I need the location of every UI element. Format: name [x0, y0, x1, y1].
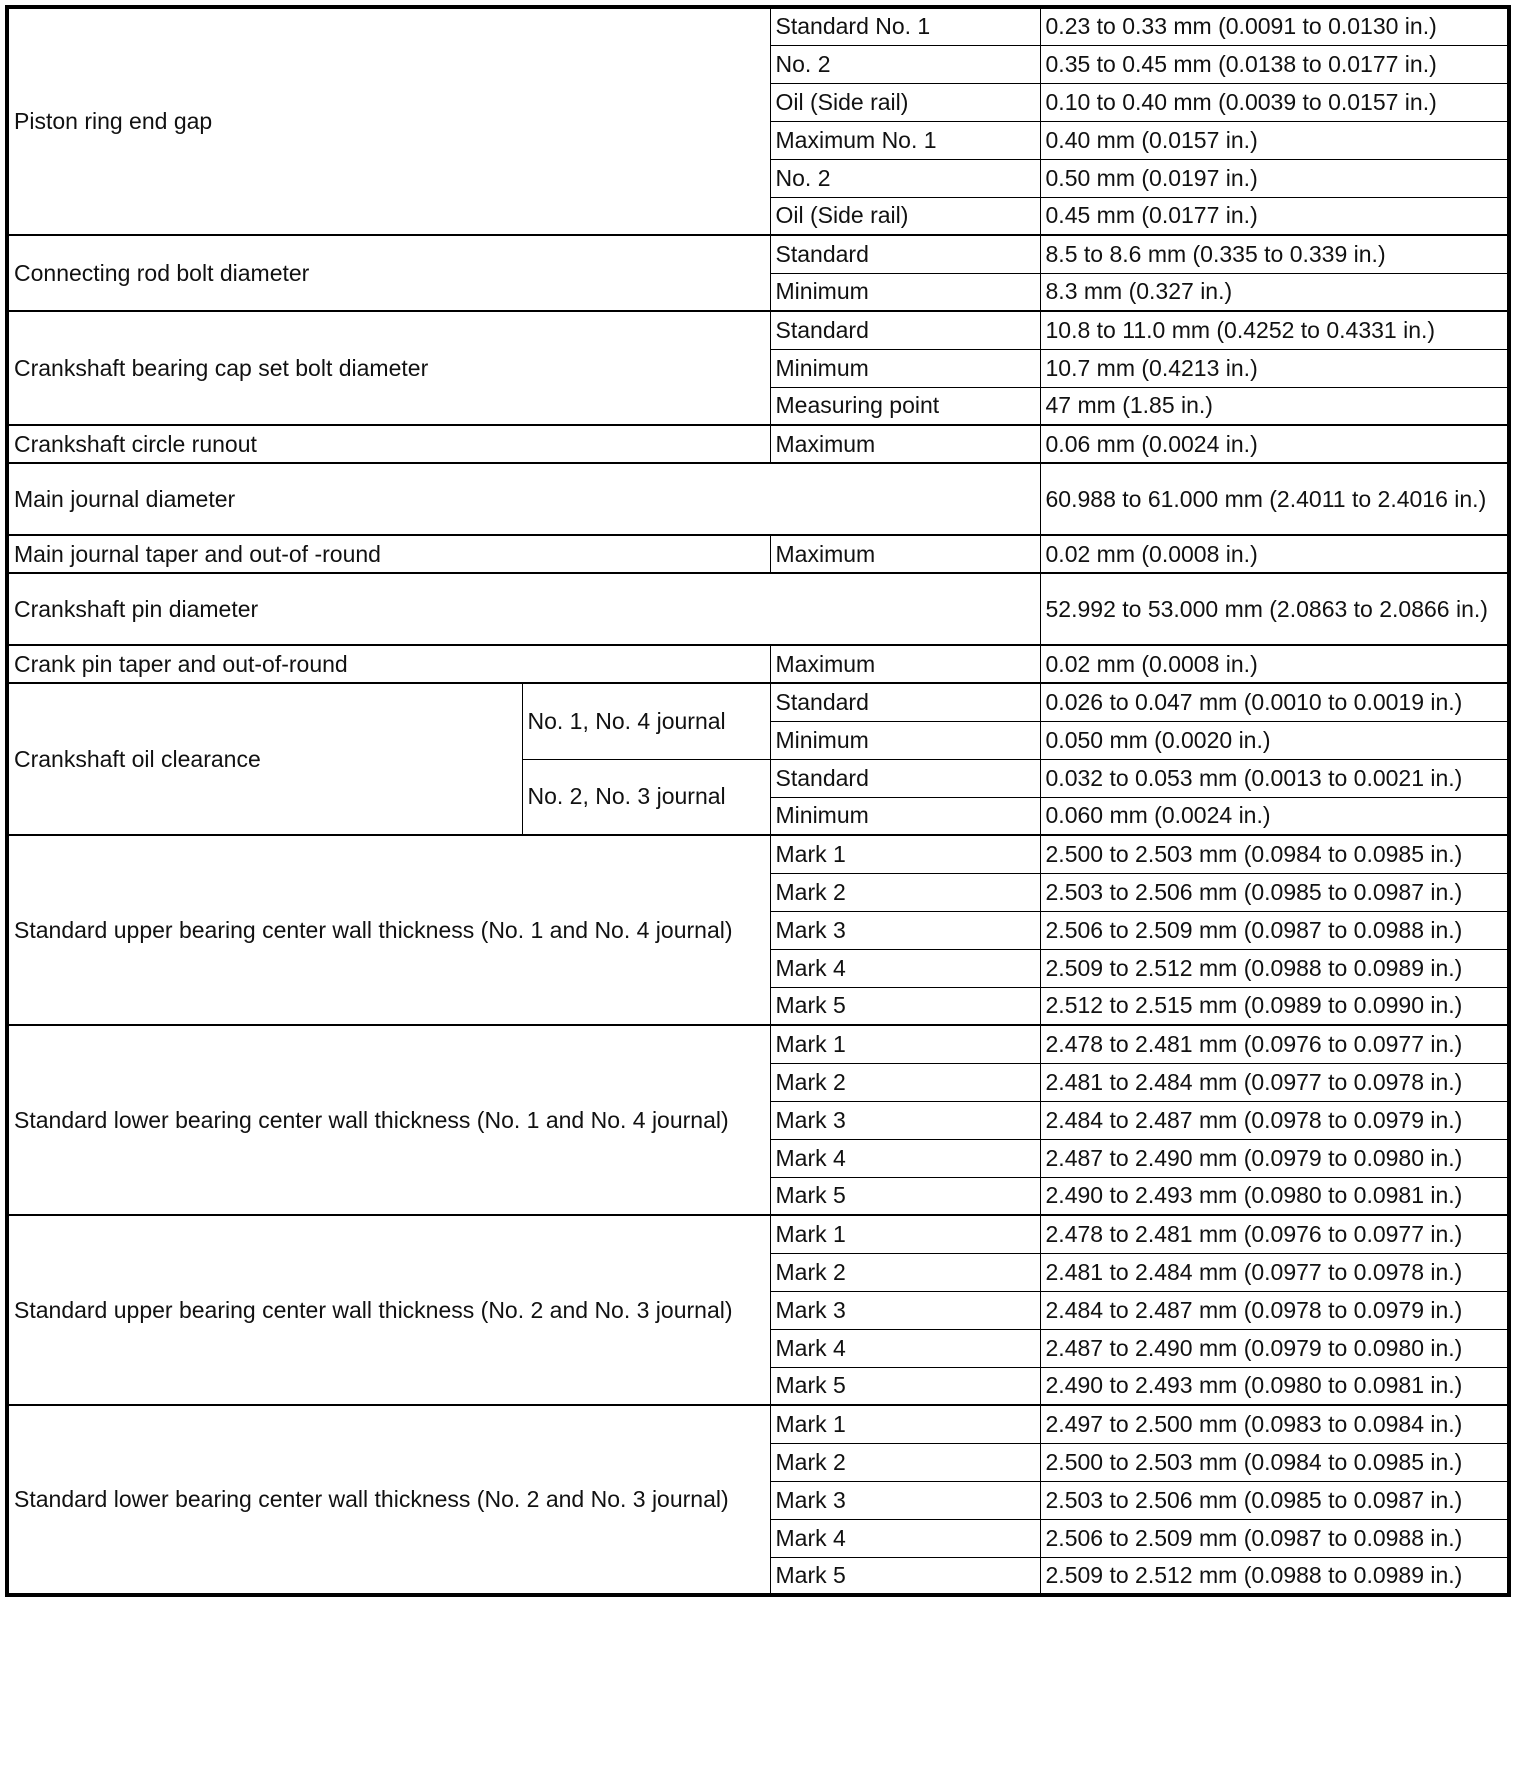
- row-label-oil-clearance: Crankshaft oil clearance: [7, 683, 522, 835]
- spec-value: 0.40 mm (0.0157 in.): [1040, 121, 1509, 159]
- spec-value: 8.5 to 8.6 mm (0.335 to 0.339 in.): [1040, 235, 1509, 273]
- spec-value: 60.988 to 61.000 mm (2.4011 to 2.4016 in.): [1040, 463, 1509, 535]
- spec-value: 2.503 to 2.506 mm (0.0985 to 0.0987 in.): [1040, 1481, 1509, 1519]
- sub-label: Maximum No. 1: [770, 121, 1040, 159]
- table-row: [7, 535, 1509, 573]
- spec-value: 2.484 to 2.487 mm (0.0978 to 0.0979 in.): [1040, 1101, 1509, 1139]
- spec-value: 0.02 mm (0.0008 in.): [1040, 535, 1509, 573]
- spec-value: 10.7 mm (0.4213 in.): [1040, 349, 1509, 387]
- sub-label: Maximum: [770, 425, 1040, 463]
- spec-value: 2.503 to 2.506 mm (0.0985 to 0.0987 in.): [1040, 873, 1509, 911]
- spec-value: 8.3 mm (0.327 in.): [1040, 273, 1509, 311]
- sub-label: Mark 5: [770, 1557, 1040, 1595]
- spec-value: 2.509 to 2.512 mm (0.0988 to 0.0989 in.): [1040, 949, 1509, 987]
- sub-label: Mark 4: [770, 1329, 1040, 1367]
- sub-label: Mark 3: [770, 911, 1040, 949]
- sub-label: Mark 5: [770, 987, 1040, 1025]
- spec-value: 0.026 to 0.047 mm (0.0010 to 0.0019 in.): [1040, 683, 1509, 721]
- sub-label: Standard: [770, 759, 1040, 797]
- sub-label: Standard No. 1: [770, 7, 1040, 45]
- spec-value: 0.35 to 0.45 mm (0.0138 to 0.0177 in.): [1040, 45, 1509, 83]
- spec-value: 2.512 to 2.515 mm (0.0989 to 0.0990 in.): [1040, 987, 1509, 1025]
- table-row: [7, 425, 1509, 463]
- sub-label: Oil (Side rail): [770, 83, 1040, 121]
- spec-value: 2.487 to 2.490 mm (0.0979 to 0.0980 in.): [1040, 1139, 1509, 1177]
- spec-value: 2.478 to 2.481 mm (0.0976 to 0.0977 in.): [1040, 1215, 1509, 1253]
- sub-label: Minimum: [770, 797, 1040, 835]
- row-label-bearing-cap-bolt: Crankshaft bearing cap set bolt diameter: [7, 311, 770, 425]
- spec-value: 10.8 to 11.0 mm (0.4252 to 0.4331 in.): [1040, 311, 1509, 349]
- row-label-crankshaft-pin-diameter: Crankshaft pin diameter: [7, 573, 1040, 645]
- sub-label: Mark 5: [770, 1367, 1040, 1405]
- sub-label: Mark 1: [770, 1405, 1040, 1443]
- table-row: [7, 235, 1509, 273]
- table-row: [7, 683, 1509, 721]
- sub-label: Mark 1: [770, 835, 1040, 873]
- sub-label: Mark 1: [770, 1215, 1040, 1253]
- spec-value: 2.481 to 2.484 mm (0.0977 to 0.0978 in.): [1040, 1063, 1509, 1101]
- spec-value: 0.060 mm (0.0024 in.): [1040, 797, 1509, 835]
- row-label-main-journal-taper: Main journal taper and out-of -round: [7, 535, 770, 573]
- sub-label: Mark 4: [770, 1519, 1040, 1557]
- spec-value: 2.478 to 2.481 mm (0.0976 to 0.0977 in.): [1040, 1025, 1509, 1063]
- spec-value: 0.02 mm (0.0008 in.): [1040, 645, 1509, 683]
- sub-label: Mark 5: [770, 1177, 1040, 1215]
- spec-value: 0.050 mm (0.0020 in.): [1040, 721, 1509, 759]
- row-label-crank-pin-taper: Crank pin taper and out-of-round: [7, 645, 770, 683]
- spec-value: 0.06 mm (0.0024 in.): [1040, 425, 1509, 463]
- spec-value: 0.032 to 0.053 mm (0.0013 to 0.0021 in.): [1040, 759, 1509, 797]
- sub-label: Standard: [770, 683, 1040, 721]
- spec-value: 2.500 to 2.503 mm (0.0984 to 0.0985 in.): [1040, 1443, 1509, 1481]
- sub-label: Minimum: [770, 349, 1040, 387]
- sub-label: Mark 2: [770, 873, 1040, 911]
- row-label-upper-bearing-1-4: Standard upper bearing center wall thickness (No. 1 and No. 4 journal): [7, 835, 770, 1025]
- spec-value: 2.509 to 2.512 mm (0.0988 to 0.0989 in.): [1040, 1557, 1509, 1595]
- row-label-main-journal-diameter: Main journal diameter: [7, 463, 1040, 535]
- row-label-connecting-rod-bolt: Connecting rod bolt diameter: [7, 235, 770, 311]
- sub-label: Standard: [770, 235, 1040, 273]
- spec-value: 2.506 to 2.509 mm (0.0987 to 0.0988 in.): [1040, 911, 1509, 949]
- sub-label: Mark 3: [770, 1101, 1040, 1139]
- table-row: [7, 311, 1509, 349]
- spec-value: 52.992 to 53.000 mm (2.0863 to 2.0866 in.): [1040, 573, 1509, 645]
- table-row: [7, 835, 1509, 873]
- sub-label: Maximum: [770, 645, 1040, 683]
- journal-label: No. 1, No. 4 journal: [522, 683, 770, 759]
- table-row: [7, 645, 1509, 683]
- sub-label: No. 2: [770, 45, 1040, 83]
- spec-value: 0.23 to 0.33 mm (0.0091 to 0.0130 in.): [1040, 7, 1509, 45]
- spec-value: 0.50 mm (0.0197 in.): [1040, 159, 1509, 197]
- spec-value: 0.45 mm (0.0177 in.): [1040, 197, 1509, 235]
- sub-label: Mark 2: [770, 1443, 1040, 1481]
- sub-label: Mark 4: [770, 949, 1040, 987]
- sub-label: Mark 4: [770, 1139, 1040, 1177]
- table-row: [7, 573, 1509, 645]
- sub-label: Minimum: [770, 721, 1040, 759]
- spec-value: 2.497 to 2.500 mm (0.0983 to 0.0984 in.): [1040, 1405, 1509, 1443]
- row-label-circle-runout: Crankshaft circle runout: [7, 425, 770, 463]
- table-row: [7, 1025, 1509, 1063]
- sub-label: Mark 3: [770, 1291, 1040, 1329]
- table-row: [7, 463, 1509, 535]
- row-label-piston-ring-end-gap: Piston ring end gap: [7, 7, 770, 235]
- row-label-lower-bearing-2-3: Standard lower bearing center wall thickness (No. 2 and No. 3 journal): [7, 1405, 770, 1595]
- spec-value: 2.484 to 2.487 mm (0.0978 to 0.0979 in.): [1040, 1291, 1509, 1329]
- sub-label: Mark 2: [770, 1253, 1040, 1291]
- spec-value: 2.481 to 2.484 mm (0.0977 to 0.0978 in.): [1040, 1253, 1509, 1291]
- table-row: [7, 1405, 1509, 1443]
- table-row: [7, 7, 1509, 45]
- row-label-upper-bearing-2-3: Standard upper bearing center wall thickness (No. 2 and No. 3 journal): [7, 1215, 770, 1405]
- sub-label: Mark 3: [770, 1481, 1040, 1519]
- spec-value: 2.490 to 2.493 mm (0.0980 to 0.0981 in.): [1040, 1367, 1509, 1405]
- sub-label: Standard: [770, 311, 1040, 349]
- sub-label: Oil (Side rail): [770, 197, 1040, 235]
- spec-value: 0.10 to 0.40 mm (0.0039 to 0.0157 in.): [1040, 83, 1509, 121]
- spec-value: 2.500 to 2.503 mm (0.0984 to 0.0985 in.): [1040, 835, 1509, 873]
- spec-value: 47 mm (1.85 in.): [1040, 387, 1509, 425]
- sub-label: Measuring point: [770, 387, 1040, 425]
- spec-value: 2.487 to 2.490 mm (0.0979 to 0.0980 in.): [1040, 1329, 1509, 1367]
- table-row: [7, 1215, 1509, 1253]
- row-label-lower-bearing-1-4: Standard lower bearing center wall thickness (No. 1 and No. 4 journal): [7, 1025, 770, 1215]
- sub-label: Mark 2: [770, 1063, 1040, 1101]
- sub-label: No. 2: [770, 159, 1040, 197]
- spec-value: 2.506 to 2.509 mm (0.0987 to 0.0988 in.): [1040, 1519, 1509, 1557]
- sub-label: Mark 1: [770, 1025, 1040, 1063]
- journal-label: No. 2, No. 3 journal: [522, 759, 770, 835]
- spec-value: 2.490 to 2.493 mm (0.0980 to 0.0981 in.): [1040, 1177, 1509, 1215]
- engine-spec-table: [5, 5, 1511, 1597]
- sub-label: Maximum: [770, 535, 1040, 573]
- sub-label: Minimum: [770, 273, 1040, 311]
